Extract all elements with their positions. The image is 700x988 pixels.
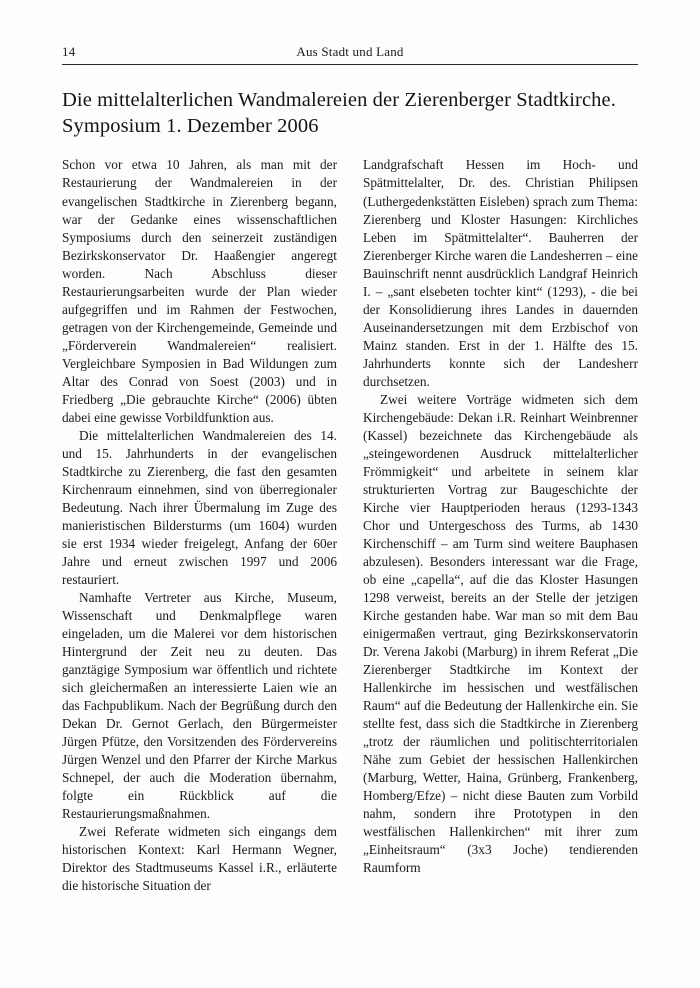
page-content [62,44,638,895]
column-right [363,156,638,895]
running-head-title: Aus Stadt und Land [296,44,404,59]
paragraph: Zwei Referate widmeten sich eingangs dem historischen Kontext: Karl Hermann Wegner, Direktor des Stadtmuseums Kassel i.R., erläuterte die historische Situation der [62,824,337,894]
two-column-body [62,156,638,895]
paragraph: Landgrafschaft Hessen im Hoch- und Spätmittelalter, Dr. des. Christian Philipsen (Luthergedenkstätten Eisleben) sprach zum Thema: Zierenberg und Kloster Hasungen: Kirchliches Leben im Spätmittelalter“. Bauherren der Zierenberger Kirche waren die Landesherren – eine Bauinschrift nennt ausdrücklich Landgraf Heinrich I. – „sant elsebeten tochter kint“ (1293), - die bei der Konsolidierung ihres Landes in dauernden Auseinandersetzungen mit dem Erzbischof von Mainz standen. Erst in der 1. Hälfte des 15. Jahrhunderts konnte sich der Landesherr durchsetzen. [363,157,638,389]
page-number: 14 [62,44,76,59]
article-title [62,87,638,139]
paragraph: Schon vor etwa 10 Jahren, als man mit der Restaurierung der Wandmalereien in der evangelischen Stadtkirche in Zierenberg begann, war der Gedanke eines wissenschaftlichen Symposiums durch den seinerzeit zuständigen Bezirkskonservator Dr. Haaßengier angeregt worden. Nach Abschluss dieser Restaurierungsarbeiten wurde der Plan wieder aufgegriffen und im Rahmen der Festwochen, getragen von der Kirchengemeinde, Gemeinde und „Förderverein Wandmalereien“ realisiert. Vergleichbare Symposien in Bad Wildungen zum Altar des Conrad von Soest (2003) und in Friedberg „Die gebrauchte Kirche“ (2006) übten dabei eine gewisse Vorbildfunktion aus. [62,157,337,425]
running-head [62,44,638,65]
article-title-line-1: Die mittelalterlichen Wandmalereien der Zierenberger Stadtkirche. [62,89,616,111]
paragraph: Die mittelalterlichen Wandmalereien des 14. und 15. Jahrhunderts in der evangelischen Stadtkirche zu Zierenberg, die fast den gesamten Kirchenraum einnehmen, sind von überregionaler Bedeutung. Nach ihrer Übermalung im Zuge des manieristischen Bildersturms (um 1604) wurden sie erst 1934 wieder freigelegt, Anfang der 60er Jahre und erneut zwischen 1997 und 2006 restauriert. [62,427,337,587]
paragraph: Zwei weitere Vorträge widmeten sich dem Kirchengebäude: Dekan i.R. Reinhart Weinbrenner (Kassel) bezeichnete das Kirchengebäude als „steingewordenen Ausdruck mittelalterlicher Frömmigkeit“ und arbeitete in seinem klar strukturierten Vortrag zur Baugeschichte der Kirche vier Hauptperioden heraus (1293-1343 Chor und Untergeschoss des Turms, ab 1430 Kirchenschiff – am Turm sind weitere Bauphasen abzulesen). Besonders interessant war die Frage, ob eine „capella“, auf die das Kloster Hasungen 1298 verweist, bereits an der Stelle der jetzigen Kirche gestanden habe. War man so mit dem Bau einigermaßen vertraut, ging Bezirkskonservatorin Dr. Verena Jakobi (Marburg) in ihrem Referat „Die Zierenberger Stadtkirche im Kontext der Hallenkirche im hessischen und westfälischen Raum“ auf die Bedeutung der Hallenkirche ein. Sie stellte fest, dass sich die Stadtkirche in Zierenberg „trotz der räumlichen und politischterritorialen Nähe zum Gebiet der hessischen Hallenkirchen (Marburg, Wetter, Haina, Grünberg, Frankenberg, Homberg/Efze) – nicht diese Bauten zum Vorbild nahm, sondern ihre Prototypen in den westfälischen Hallenkirchen“ mit ihrer zum „Einheitsraum“ (3x3 Joche) tendierenden Raumform [363,391,638,876]
column-left [62,156,337,895]
article-title-line-2: Symposium 1. Dezember 2006 [62,115,319,138]
paragraph: Namhafte Vertreter aus Kirche, Museum, Wissenschaft und Denkmalpflege waren eingeladen, um die Malerei vor dem historischen Hintergrund der Zeit neu zu deuten. Das ganztägige Symposium war öffentlich und richtete sich gleichermaßen an interessierte Laien wie an das Fachpublikum. Nach der Begrüßung durch den Dekan Dr. Gernot Gerlach, den Bürgermeister Jürgen Pfütze, den Vorsitzenden des Fördervereins Jürgen Wenzel und den Pfarrer der Kirche Markus Schnepel, der auch die Moderation übernahm, folgte ein Rückblick auf die Restaurierungsmaßnahmen. [62,589,337,822]
